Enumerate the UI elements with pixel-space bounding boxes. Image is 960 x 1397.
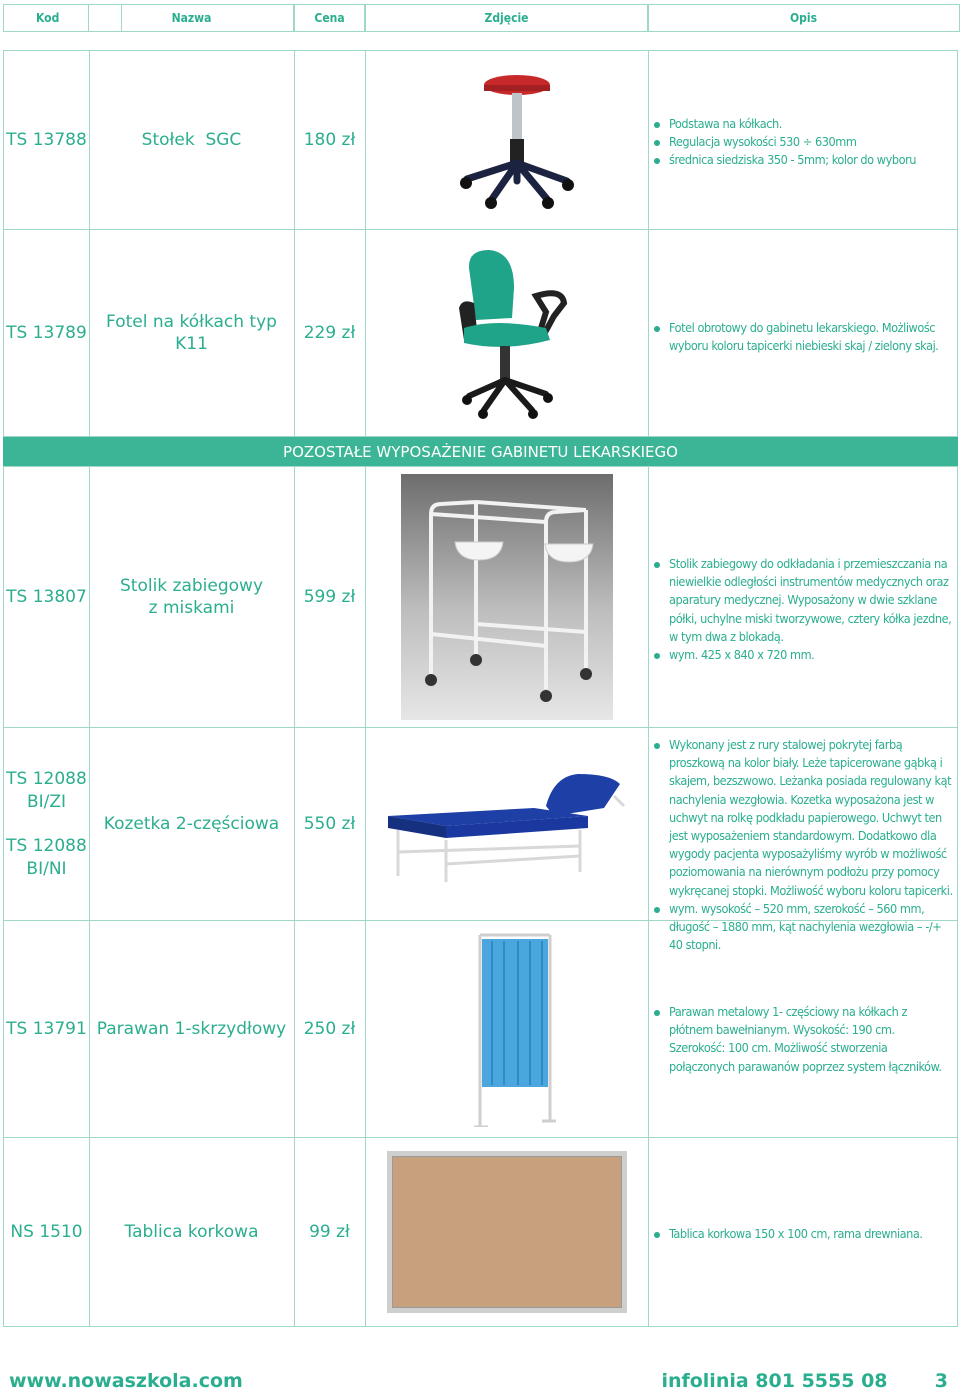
product-price: 599 zł: [303, 586, 356, 607]
product-description: Tablica korkowa 150 x 100 cm, rama drewniana.: [651, 1225, 953, 1243]
product-code: NS 1510: [10, 1221, 83, 1242]
page-number: 3: [934, 1370, 948, 1392]
product-description: Fotel obrotowy do gabinetu lekarskiego. Możliwośc wyboru koloru tapicerki niebieski skaj / zielony skaj.: [651, 319, 953, 355]
header-desc: Opis: [647, 4, 960, 32]
product-name: Tablica korkowa: [124, 1221, 259, 1242]
product-name: [89, 467, 294, 727]
website-link[interactable]: www.nowaszkola.com: [9, 1370, 243, 1392]
product-description: Wykonany jest z rury stalowej pokrytej farbą proszkową na kolor biały. Leże tapicerowane gąbką i skajem, bezszwowo. Leżanka posiada regulowany kąt nachylenia wezgłowia. Kozetka wyposażona jest w uchwyt na rolkę podkładu papierowego. Uchwyt ten jest wyposażeniem standardowym. Dodatkowo dla wygody pacjenta wyposażyliśmy wyrób w możliwość poziomowania na nierównym podłożu przy pomocy wykręcanej stopki. Możliwość wyboru koloru tapicerki. wym. wysokość – 520 mm, szerokość – 560 mm, długość – 1880 mm, kąt nachylenia wezgłowia – -/+ 40 stopni.: [651, 736, 953, 954]
footer-info: [661, 1370, 948, 1392]
product-code: TS 13788: [6, 129, 87, 150]
header-price: Cena: [293, 4, 366, 32]
product-price: 250 zł: [303, 1018, 356, 1039]
infoline: infolinia 801 5555 08: [661, 1370, 888, 1392]
product-name-line: z miskami: [148, 598, 235, 618]
product-name: Fotel na kółkach typ K11: [106, 311, 277, 354]
examination-couch-image: [384, 772, 632, 884]
table-row: [3, 920, 958, 1138]
stool-image: [452, 71, 582, 211]
product-price: 550 zł: [303, 813, 356, 834]
product-description: Podstawa na kółkach. Regulacja wysokości 530 ÷ 630mm średnica siedziska 350 - 5mm; kolor do wyboru: [651, 115, 953, 170]
section-heading: POZOSTAŁE WYPOSAŻENIE GABINETU LEKARSKIEGO: [3, 437, 958, 467]
product-code: TS 13789: [6, 322, 87, 343]
product-price: 180 zł: [303, 129, 356, 150]
product-code: TS 13807: [6, 586, 87, 607]
cork-board-image: [387, 1151, 627, 1313]
product-code-line: BI/NI: [26, 858, 67, 879]
table-row: [3, 50, 958, 230]
screen-image: [472, 931, 558, 1127]
treatment-trolley-image: [401, 474, 613, 720]
product-price: 229 zł: [303, 322, 356, 343]
table-row: [3, 229, 958, 437]
product-description: Parawan metalowy 1- częściowy na kółkach z płótnem bawełnianym. Wysokość: 190 cm. Szerokość: 100 cm. Możliwość stworzenia połączonych parawanów poprzez system łączników.: [651, 1003, 953, 1076]
header-photo: Zdjęcie: [364, 4, 649, 32]
product-name: Stołek SGC: [141, 129, 242, 150]
header-name: Nazwa: [88, 4, 295, 32]
table-row: [3, 1137, 958, 1327]
header-code: Kod: [3, 4, 122, 32]
office-chair-image: [454, 248, 574, 420]
product-name-line: Stolik zabiegowy: [119, 575, 264, 596]
table-row: [3, 466, 958, 728]
product-code-line: BI/ZI: [26, 791, 67, 812]
product-name: Kozetka 2-częściowa: [103, 813, 280, 834]
product-code: TS 13791: [6, 1018, 87, 1039]
product-description: Stolik zabiegowy do odkładania i przemieszczania na niewielkie odległości instrumentów medycznych oraz aparatury medycznej. Wyposażony w dwie szklane półki, uchylne miski tworzywowe, cztery kółka jezdne, w tym dwa z blokadą. wym. 425 x 840 x 720 mm.: [651, 555, 953, 664]
product-code: [4, 728, 89, 920]
product-price: 99 zł: [309, 1221, 350, 1242]
product-code-line: TS 12088: [6, 835, 87, 856]
table-row: [3, 727, 958, 953]
product-code-line: TS 12088: [6, 768, 87, 789]
product-name: Parawan 1-skrzydłowy: [96, 1018, 287, 1039]
